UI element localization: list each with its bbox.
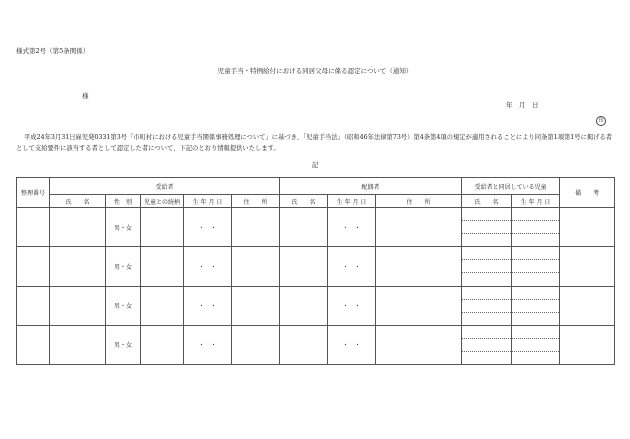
child-entry-lines [462, 287, 511, 325]
recipient-gender-cell[interactable]: 男・女 [106, 208, 141, 247]
table-body [17, 208, 615, 365]
child-entry-line[interactable] [462, 247, 511, 260]
recipient-birthdate-cell[interactable]: ・ ・ [184, 247, 232, 286]
header-recipient-group: 受給者 [50, 178, 280, 195]
child-entry-line[interactable] [512, 221, 559, 234]
recipient-relation-cell[interactable] [141, 208, 184, 247]
child-entry-line[interactable] [462, 221, 511, 234]
date-placeholder: 年 月 日 [506, 101, 539, 109]
col-recipient-name: 氏 名 [50, 195, 106, 208]
child-entry-line[interactable] [462, 313, 511, 325]
spouse-address-cell[interactable] [376, 247, 462, 286]
recipient-address-cell[interactable] [232, 208, 280, 247]
child-entry-line[interactable] [512, 260, 559, 273]
recipient-gender-cell[interactable]: 男・女 [106, 286, 141, 325]
child-entry-lines [512, 287, 559, 325]
remarks-cell[interactable] [560, 325, 615, 364]
recipient-name-cell[interactable] [50, 208, 106, 247]
spouse-birthdate-cell[interactable]: ・ ・ [328, 286, 376, 325]
child-name-cell[interactable] [462, 325, 512, 364]
spouse-name-cell[interactable] [280, 208, 328, 247]
table-row [17, 286, 615, 325]
child-entry-line[interactable] [462, 326, 511, 339]
spouse-name-cell[interactable] [280, 325, 328, 364]
child-entry-line[interactable] [512, 339, 559, 352]
child-entry-line[interactable] [462, 287, 511, 300]
child-entry-line[interactable] [512, 273, 559, 285]
recipient-address-cell[interactable] [232, 286, 280, 325]
col-recipient-relation: 児童との続柄 [141, 195, 184, 208]
child-entry-line[interactable] [512, 247, 559, 260]
remarks-cell[interactable] [560, 208, 615, 247]
table-row [17, 247, 615, 286]
child-entry-line[interactable] [512, 326, 559, 339]
spouse-name-cell[interactable] [280, 286, 328, 325]
child-birthdate-cell[interactable] [512, 325, 560, 364]
col-recipient-gender: 性 別 [106, 195, 141, 208]
child-entry-line[interactable] [462, 300, 511, 313]
child-entry-lines [512, 247, 559, 285]
col-spouse-birthdate: 生 年 月 日 [328, 195, 376, 208]
child-entry-lines [512, 326, 559, 364]
document-title: 児童手当・特例給付における同居父母に係る認定について（通知） [217, 67, 413, 75]
spouse-birthdate-cell[interactable]: ・ ・ [328, 247, 376, 286]
child-birthdate-cell[interactable] [512, 247, 560, 286]
child-name-cell[interactable] [462, 247, 512, 286]
ki-heading: 記 [311, 161, 319, 169]
child-entry-line[interactable] [512, 287, 559, 300]
recipient-birthdate-cell[interactable]: ・ ・ [184, 208, 232, 247]
recipient-address-cell[interactable] [232, 325, 280, 364]
child-birthdate-cell[interactable] [512, 208, 560, 247]
recipient-birthdate-cell[interactable]: ・ ・ [184, 325, 232, 364]
header-children-group: 受給者と同居している児童 [462, 178, 560, 195]
child-entry-lines [462, 247, 511, 285]
child-name-cell[interactable] [462, 286, 512, 325]
recipient-name-cell[interactable] [50, 247, 106, 286]
recipient-relation-cell[interactable] [141, 247, 184, 286]
col-spouse-address: 住 所 [376, 195, 462, 208]
child-entry-line[interactable] [512, 300, 559, 313]
child-entry-line[interactable] [462, 208, 511, 221]
child-entry-lines [512, 208, 559, 246]
body-paragraph: 平成24年3月31日雇児発0331第3号「市町村における児童手当関係事務処理について」に基づき、「児童手当法」（昭和46年法律第73号）第4条第4項の規定が適用されることにより同条第1項第1号に掲げる者として支給要件に該当する者として認定した者について、下記のとおり情報提供いたします。 [16, 134, 613, 152]
col-child-birthdate: 生 年 月 日 [512, 195, 560, 208]
recipient-relation-cell[interactable] [141, 286, 184, 325]
spouse-address-cell[interactable] [376, 325, 462, 364]
spouse-address-cell[interactable] [376, 208, 462, 247]
child-entry-line[interactable] [512, 208, 559, 221]
remarks-cell[interactable] [560, 286, 615, 325]
spouse-birthdate-cell[interactable]: ・ ・ [328, 208, 376, 247]
child-birthdate-cell[interactable] [512, 286, 560, 325]
seiri-bango-cell[interactable] [17, 247, 50, 286]
notification-table [16, 177, 615, 365]
seiri-bango-cell[interactable] [17, 286, 50, 325]
spouse-address-cell[interactable] [376, 286, 462, 325]
recipient-gender-cell[interactable]: 男・女 [106, 247, 141, 286]
child-entry-line[interactable] [462, 273, 511, 285]
spouse-birthdate-cell[interactable]: ・ ・ [328, 325, 376, 364]
child-entry-line[interactable] [462, 260, 511, 273]
seal-icon: 印 [596, 116, 606, 126]
header-spouse-group: 配偶者 [280, 178, 462, 195]
col-recipient-birthdate: 生 年 月 日 [184, 195, 232, 208]
child-entry-lines [462, 208, 511, 246]
col-recipient-address: 住 所 [232, 195, 280, 208]
recipient-gender-cell[interactable]: 男・女 [106, 325, 141, 364]
seiri-bango-cell[interactable] [17, 208, 50, 247]
child-entry-line[interactable] [462, 339, 511, 352]
header-remarks: 備 考 [560, 178, 615, 208]
spouse-name-cell[interactable] [280, 247, 328, 286]
recipient-name-cell[interactable] [50, 325, 106, 364]
seiri-bango-cell[interactable] [17, 325, 50, 364]
col-child-name: 氏 名 [462, 195, 512, 208]
addressee-suffix: 様 [82, 92, 89, 100]
table-row [17, 208, 615, 247]
table-row [17, 325, 615, 364]
form-number: 様式第2号（第5条関係） [16, 47, 90, 55]
remarks-cell[interactable] [560, 247, 615, 286]
child-entry-line[interactable] [512, 234, 559, 246]
recipient-birthdate-cell[interactable]: ・ ・ [184, 286, 232, 325]
header-seiri-bango: 整理番号 [17, 178, 50, 208]
recipient-address-cell[interactable] [232, 247, 280, 286]
recipient-name-cell[interactable] [50, 286, 106, 325]
child-entry-line[interactable] [462, 234, 511, 246]
recipient-relation-cell[interactable] [141, 325, 184, 364]
child-entry-lines [462, 326, 511, 364]
child-entry-line[interactable] [462, 352, 511, 364]
child-entry-line[interactable] [512, 352, 559, 364]
child-entry-line[interactable] [512, 313, 559, 325]
col-spouse-name: 氏 名 [280, 195, 328, 208]
child-name-cell[interactable] [462, 208, 512, 247]
